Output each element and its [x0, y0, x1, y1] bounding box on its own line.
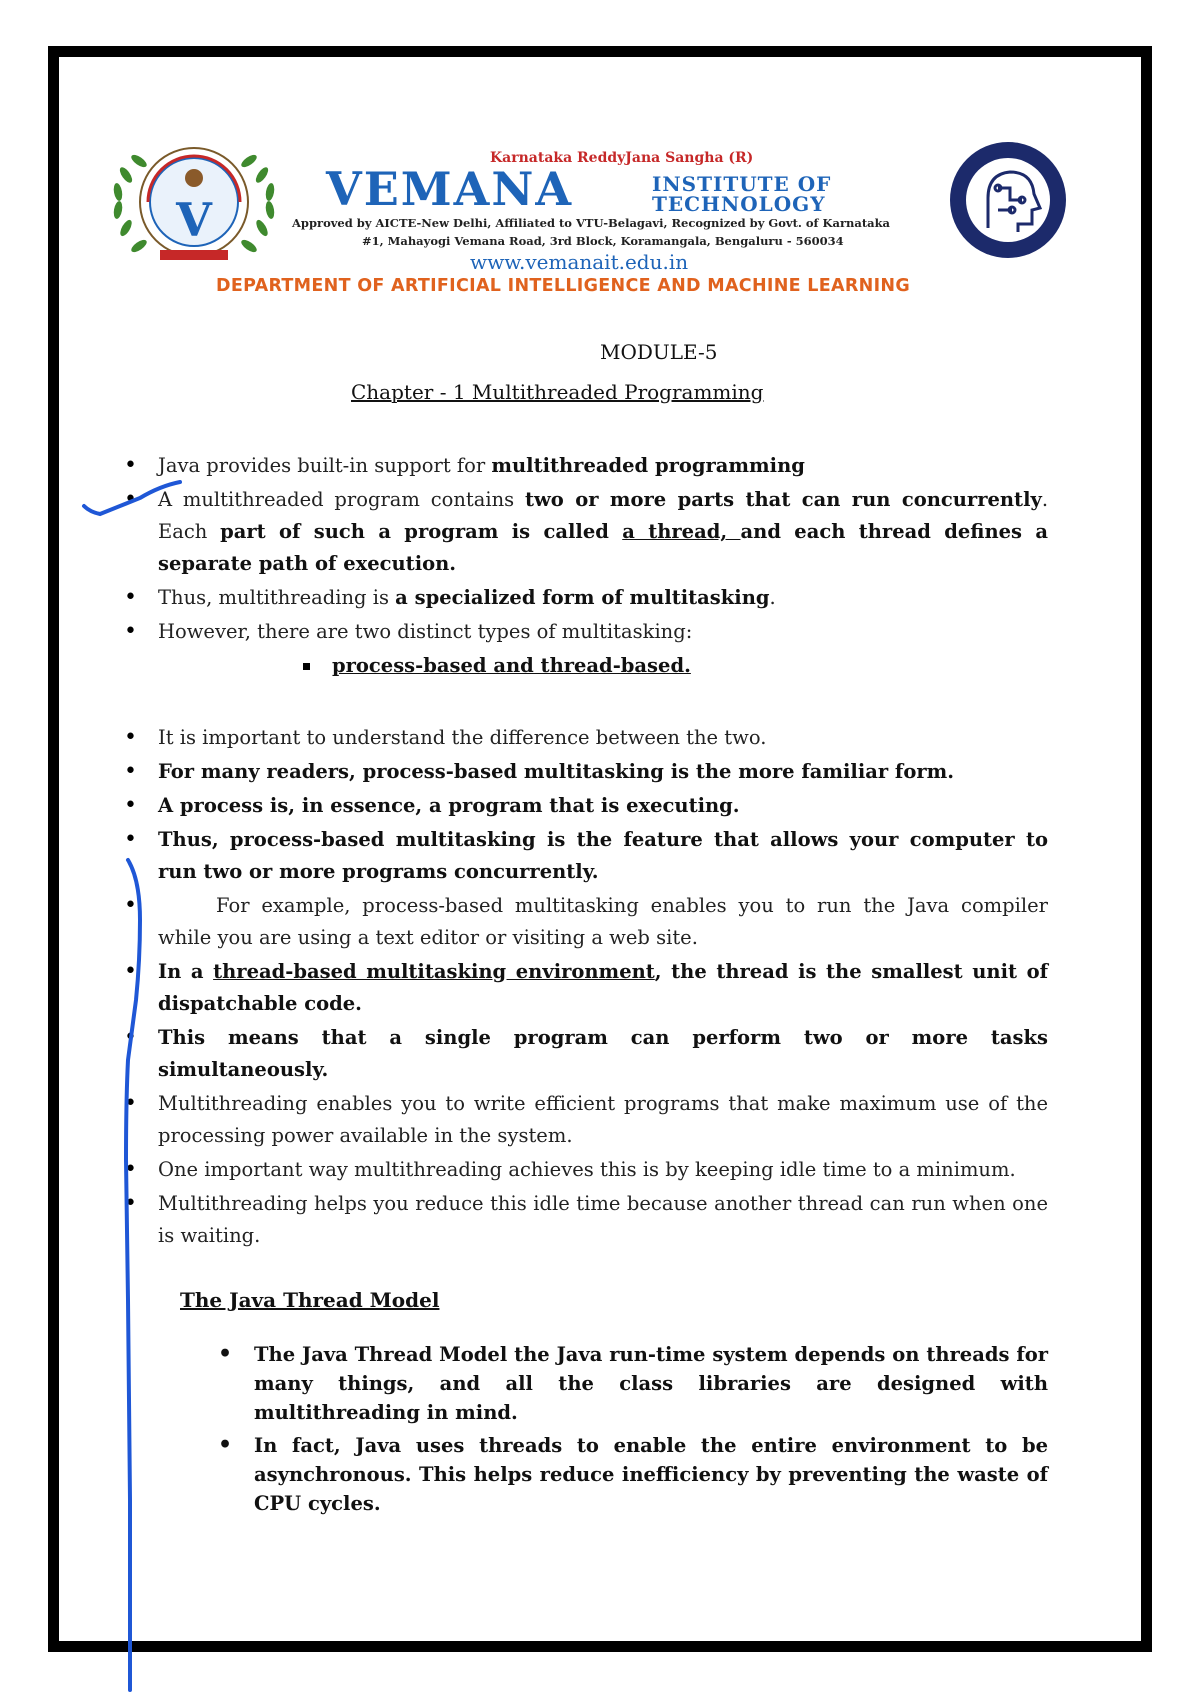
bold-span: , the thread is the smallest unit of dispatchable code.: [158, 960, 1048, 1015]
text-span: Multithreading helps you reduce this idle time because another thread can run when one is waiting.: [158, 1192, 1048, 1247]
svg-text:V: V: [176, 193, 212, 247]
list-item: [118, 1022, 1048, 1086]
module-title: MODULE-5: [600, 340, 718, 364]
bold-span: A process is, in essence, a program that is executing.: [158, 794, 740, 817]
list-item: [118, 484, 1048, 580]
text-span: .: [769, 586, 776, 609]
text-span: Java provides built-in support for: [158, 454, 492, 477]
list-item: [118, 582, 1048, 614]
technology-label: TECHNOLOGY: [652, 192, 826, 216]
bold-span: Thus, process-based multitasking is the feature that allows your computer to run two or more programs concurrently.: [158, 828, 1048, 883]
list-item: [118, 790, 1048, 822]
list-item: [118, 756, 1048, 788]
text-span: However, there are two distinct types of multitasking:: [158, 620, 693, 643]
text-span: It is important to understand the difference between the two.: [158, 726, 767, 749]
text-span: Thus, multithreading is: [158, 586, 396, 609]
bold-span: process-based and thread-based.: [332, 654, 691, 677]
bullet-list: [118, 450, 1048, 648]
department-title: DEPARTMENT OF ARTIFICIAL INTELLIGENCE AND MACHINE LEARNING: [216, 276, 910, 296]
bold-span: a specialized form of multitasking: [395, 586, 770, 609]
bold-span: For many readers, process-based multitasking is the more familiar form.: [158, 760, 955, 783]
text-span: One important way multithreading achieves this is by keeping idle time to a minimum.: [158, 1158, 1016, 1181]
list-item: [118, 1188, 1048, 1252]
section-title: The Java Thread Model: [180, 1288, 440, 1312]
text-span: . Each: [158, 488, 1049, 543]
list-item: [118, 956, 1048, 1020]
section-bullet-list: [118, 1340, 1048, 1518]
list-item: [118, 450, 1048, 482]
list-item: [118, 1088, 1048, 1152]
bold-span: and each thread defines a separate path of execution.: [158, 520, 1049, 575]
institute-name: VEMANA: [326, 162, 574, 216]
website-link[interactable]: www.vemanait.edu.in: [470, 250, 689, 274]
list-item: [118, 616, 1048, 648]
approval-line: Approved by AICTE-New Delhi, Affiliated to VTU-Belagavi, Recognized by Govt. of Karnataka: [292, 216, 891, 230]
list-item: [118, 1154, 1048, 1186]
institute-emblem-logo: [104, 138, 284, 270]
bold-span: part of such a program is called: [220, 520, 623, 543]
text-span: A multithreaded program contains: [158, 488, 525, 511]
underlined-span: a thread,: [622, 520, 741, 543]
list-item: • In fact, Java uses threads to enable the entire environment to be asynchronous. This helps reduce inefficiency by preventing the waste of CPU cycles.: [214, 1431, 1048, 1518]
list-item: [118, 722, 1048, 754]
list-item: • The Java Thread Model the Java run-time system depends on threads for many things, and all the class libraries are designed with multithreading in mind.: [214, 1340, 1048, 1427]
square-bullet-icon: [303, 663, 310, 670]
text-span: For example, process-based multitasking enables you to run the Java compiler while you are using a text editor or visiting a web site.: [158, 894, 1048, 949]
address-line: #1, Mahayogi Vemana Road, 3rd Block, Koramangala, Bengaluru - 560034: [362, 234, 844, 248]
bold-span: two or more parts that can run concurrently: [525, 488, 1042, 511]
department-ai-ml-logo: [928, 138, 1088, 262]
sub-bullet: [118, 650, 1048, 682]
list-item: [118, 890, 1048, 954]
bold-span: In a: [158, 960, 214, 983]
bullet-list: [118, 722, 1048, 1252]
sangha-name: Karnataka ReddyJana Sangha (R): [490, 150, 754, 166]
list-item: [118, 824, 1048, 888]
text-span: Multithreading enables you to write efficient programs that make maximum use of the processing power available in the system.: [158, 1092, 1048, 1147]
underlined-span: thread-based multitasking environment: [213, 960, 655, 983]
bold-span: multithreaded programming: [491, 454, 805, 477]
bold-span: This means that a single program can perform two or more tasks simultaneously.: [158, 1026, 1048, 1081]
chapter-title: Chapter - 1 Multithreaded Programming: [351, 380, 764, 404]
page-content: [118, 450, 1048, 1522]
institute-of-label: INSTITUTE OF: [652, 172, 832, 196]
